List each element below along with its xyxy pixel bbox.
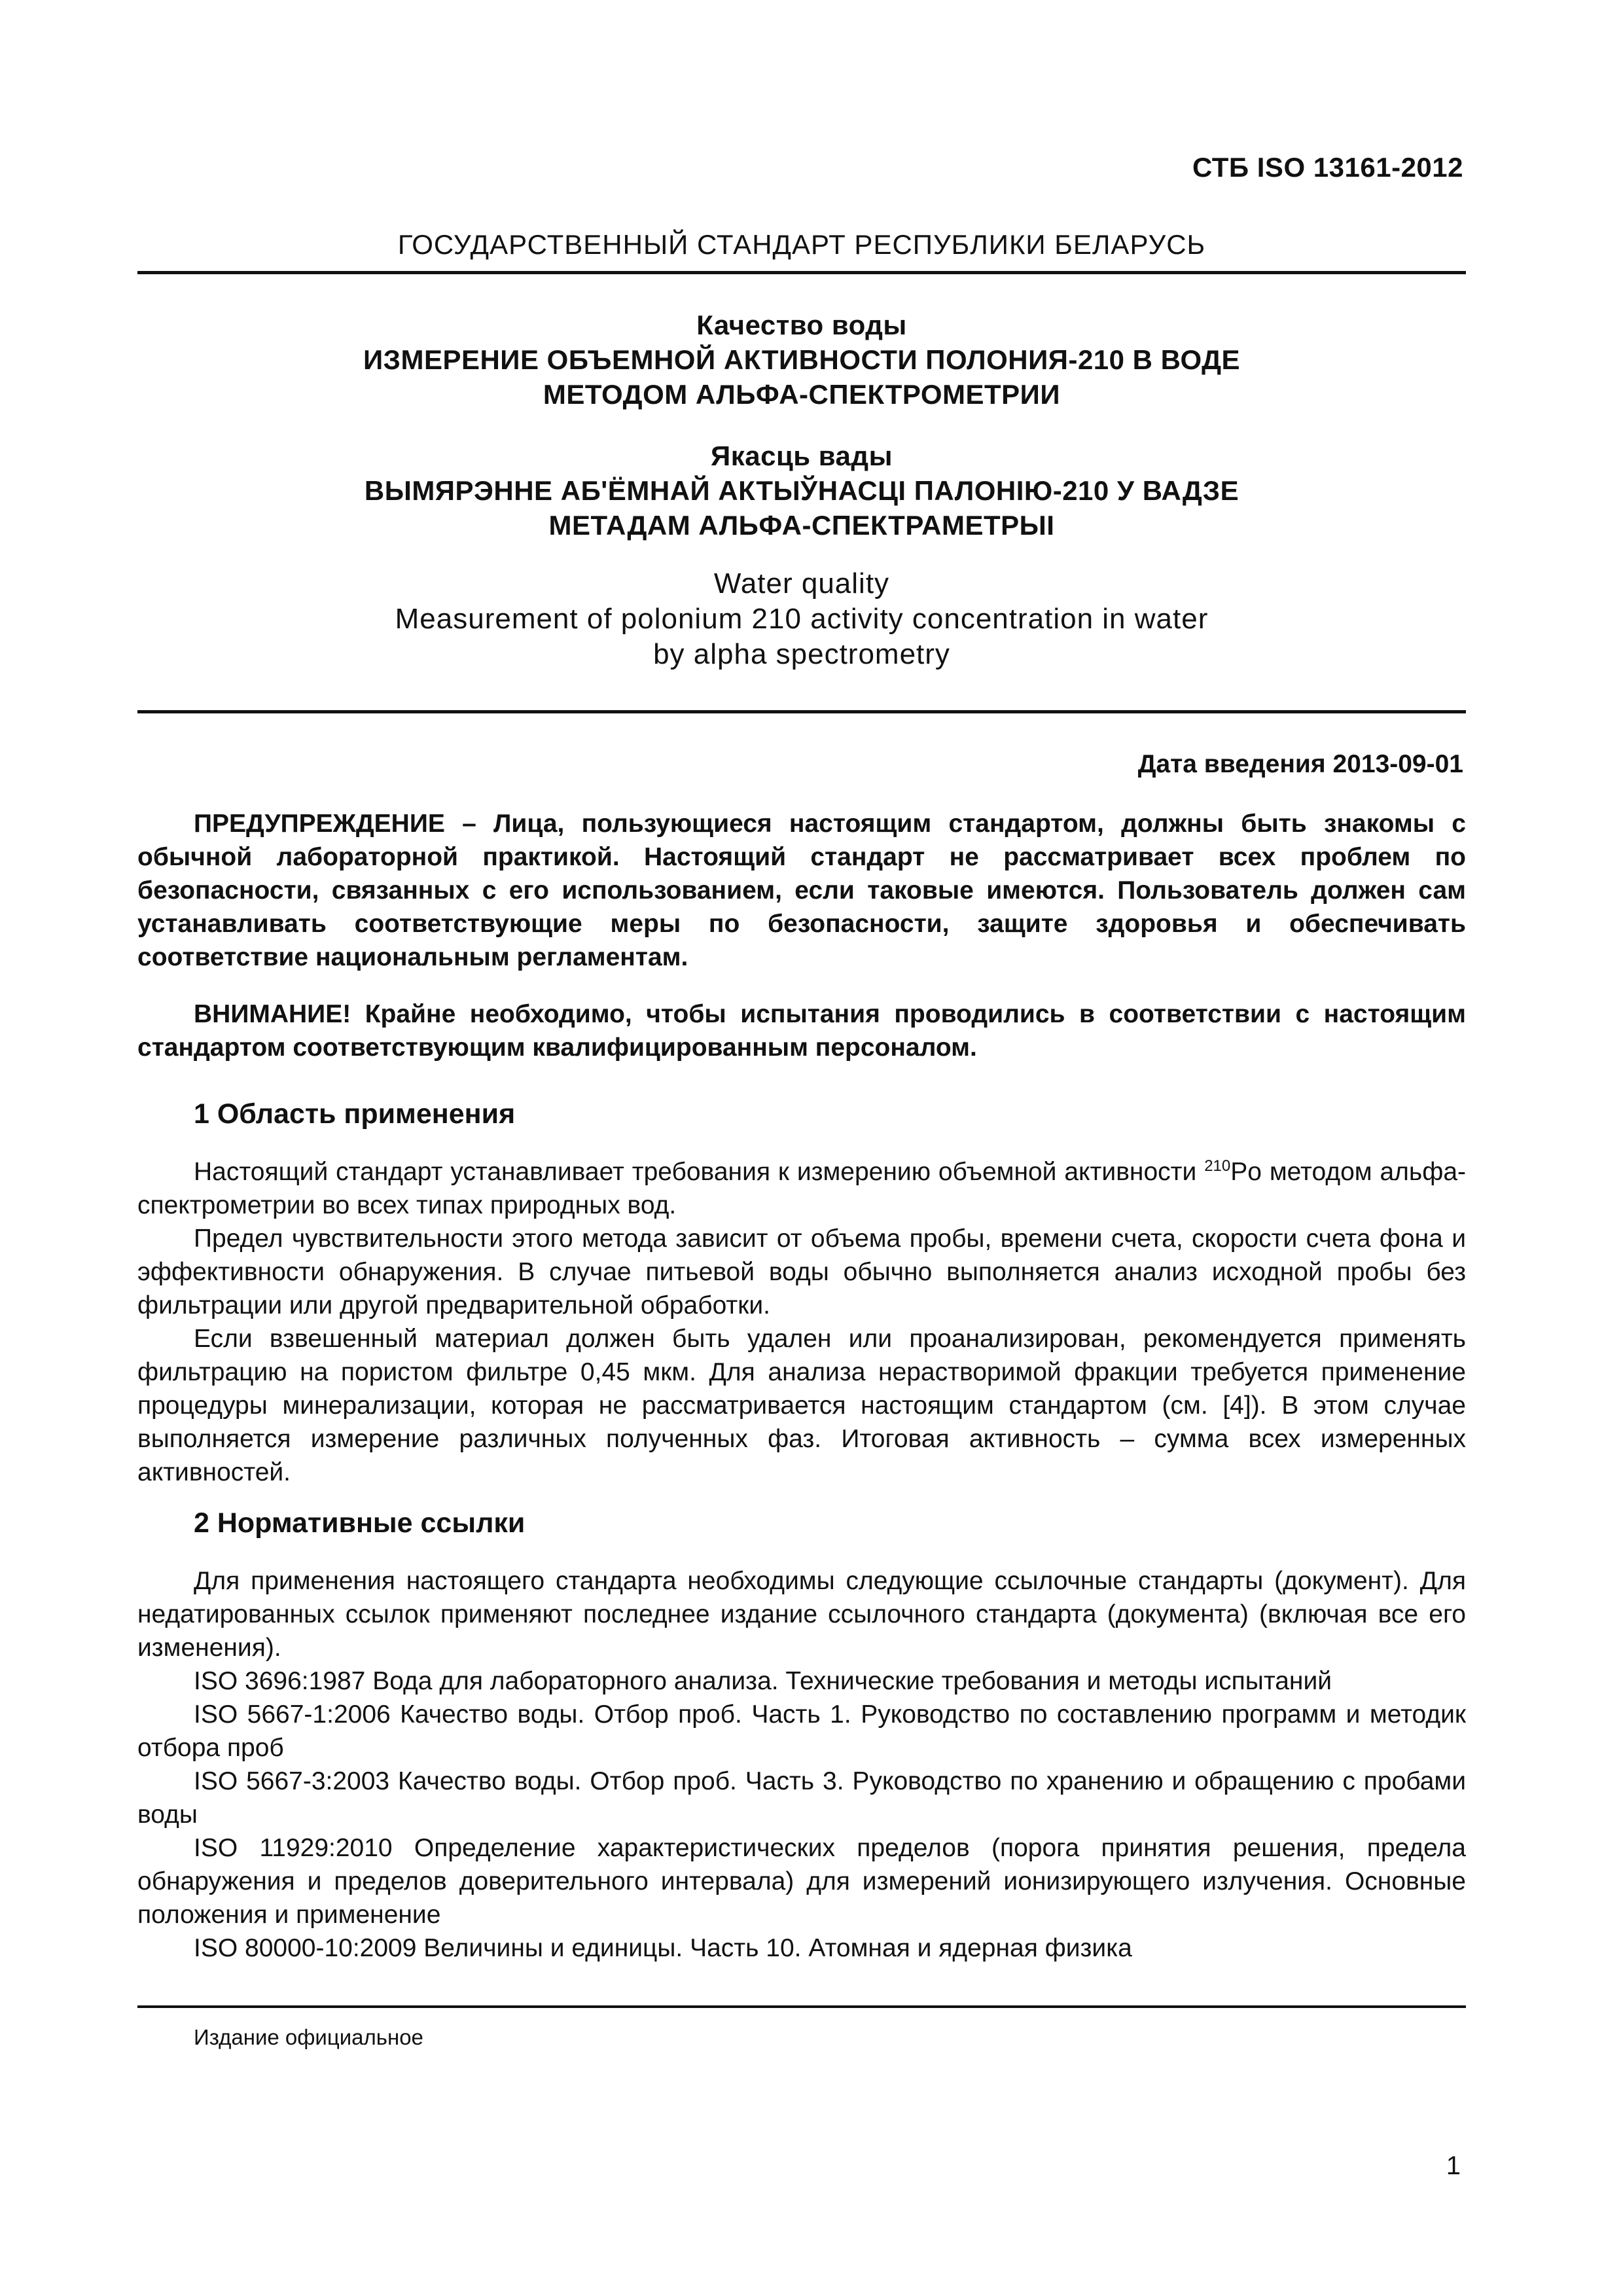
title-ru-main-line1: ИЗМЕРЕНИЕ ОБЪЕМНОЙ АКТИВНОСТИ ПОЛОНИЯ-210 В ВОДЕ [363,344,1241,375]
attention-paragraph: ВНИМАНИЕ! Крайне необходимо, чтобы испытания проводились в соответствии с настоящим стандартом соответствующим квалифицированным персоналом. [137,1000,1466,1062]
title-en-main-line1: Measurement of polonium 210 activity concentration in water [395,603,1209,635]
title-belarusian [137,439,1466,543]
section-2-intro: Для применения настоящего стандарта необходимы следующие ссылочные стандарты (документ). Для недатированных ссылок применяют последнее издание ссылочного стандарта (документа) (включая все его изменения). [137,1567,1466,1662]
section-1-heading: 1 Область применения [194,1098,516,1130]
section-1-paragraph-2: Предел чувствительности этого метода зависит от объема пробы, времени счета, скорости счета фона и эффективности обнаружения. В случае питьевой воды обычно выполняется анализ исходной пробы без фильтрации или другой предварительной обработки. [137,1225,1466,1319]
section-1-paragraph-1 [137,1155,1466,1222]
reference-item: ISO 3696:1987 Вода для лабораторного анализа. Технические требования и методы испытаний [194,1667,1332,1695]
section-1-p1-text: Настоящий стандарт устанавливает требования к измерению объемной активности [194,1158,1205,1186]
footer-divider [137,2005,1466,2008]
government-standard-title: ГОСУДАРСТВЕННЫЙ СТАНДАРТ РЕСПУБЛИКИ БЕЛАРУСЬ [397,229,1206,260]
title-en-main-line2: by alpha spectrometry [653,638,950,670]
title-by-main-line2: МЕТАДАМ АЛЬФА-СПЕКТРАМЕТРЫІ [548,510,1055,541]
section-1-p1-text-cont: Po методом альфа-спектрометрии во всех типах природных вод. [137,1158,1466,1219]
edition-note: Издание официальное [194,2025,423,2049]
title-ru-main-line2: МЕТОДОМ АЛЬФА-СПЕКТРОМЕТРИИ [543,379,1061,410]
section-1-body [137,1155,1466,1489]
page-number: 1 [1446,2151,1461,2180]
reference-item: ISO 11929:2010 Определение характеристических пределов (порога принятия решения, предела обнаружения и пределов доверительного интервала) для измерений ионизирующего излучения. Основные положения и применение [137,1834,1466,1929]
reference-item: ISO 5667-1:2006 Качество воды. Отбор проб. Часть 1. Руководство по составлению программ и методик отбора проб [137,1700,1466,1762]
title-ru-subject: Качество воды [696,310,907,340]
header-divider [137,271,1466,274]
introduction-date: Дата введения 2013-09-01 [1137,750,1463,778]
document-code: СТБ ISO 13161-2012 [1192,152,1463,183]
warning-block [137,807,1466,974]
title-by-subject: Якасць вады [711,440,893,471]
title-english [137,566,1466,672]
title-en-subject: Water quality [713,567,890,600]
isotope-mass-superscript: 210 [1204,1157,1231,1175]
section-2-body [137,1564,1466,1965]
reference-item: ISO 80000-10:2009 Величины и единицы. Часть 10. Атомная и ядерная физика [194,1934,1132,1962]
warning-paragraph: ПРЕДУПРЕЖДЕНИЕ – Лица, пользующиеся настоящим стандартом, должны быть знакомы с обычной лабораторной практикой. Настоящий стандарт не рассматривает всех проблем по безопасности, связанных с его использованием, если таковые имеются. Пользователь должен сам устанавливать соответствующие меры по безопасности, защите здоровья и обеспечивать соответствие национальным регламентам. [137,810,1466,971]
title-russian [137,308,1466,412]
attention-block [137,997,1466,1064]
section-1-paragraph-3: Если взвешенный материал должен быть удален или проанализирован, рекомендуется применять фильтрацию на пористом фильтре 0,45 мкм. Для анализа нерастворимой фракции требуется применение процедуры минерализации, которая не рассматривается настоящим стандартом (см. [4]). В этом случае выполняется измерение различных полученных фаз. Итоговая активность – сумма всех измеренных активностей. [137,1325,1466,1486]
section-2-heading: 2 Нормативные ссылки [194,1507,526,1539]
reference-item: ISO 5667-3:2003 Качество воды. Отбор проб. Часть 3. Руководство по хранению и обращению с пробами воды [137,1767,1466,1829]
title-divider [137,710,1466,713]
title-by-main-line1: ВЫМЯРЭННЕ АБ'ЁМНАЙ АКТЫЎНАСЦІ ПАЛОНІЮ-210 У ВАДЗЕ [364,475,1240,506]
